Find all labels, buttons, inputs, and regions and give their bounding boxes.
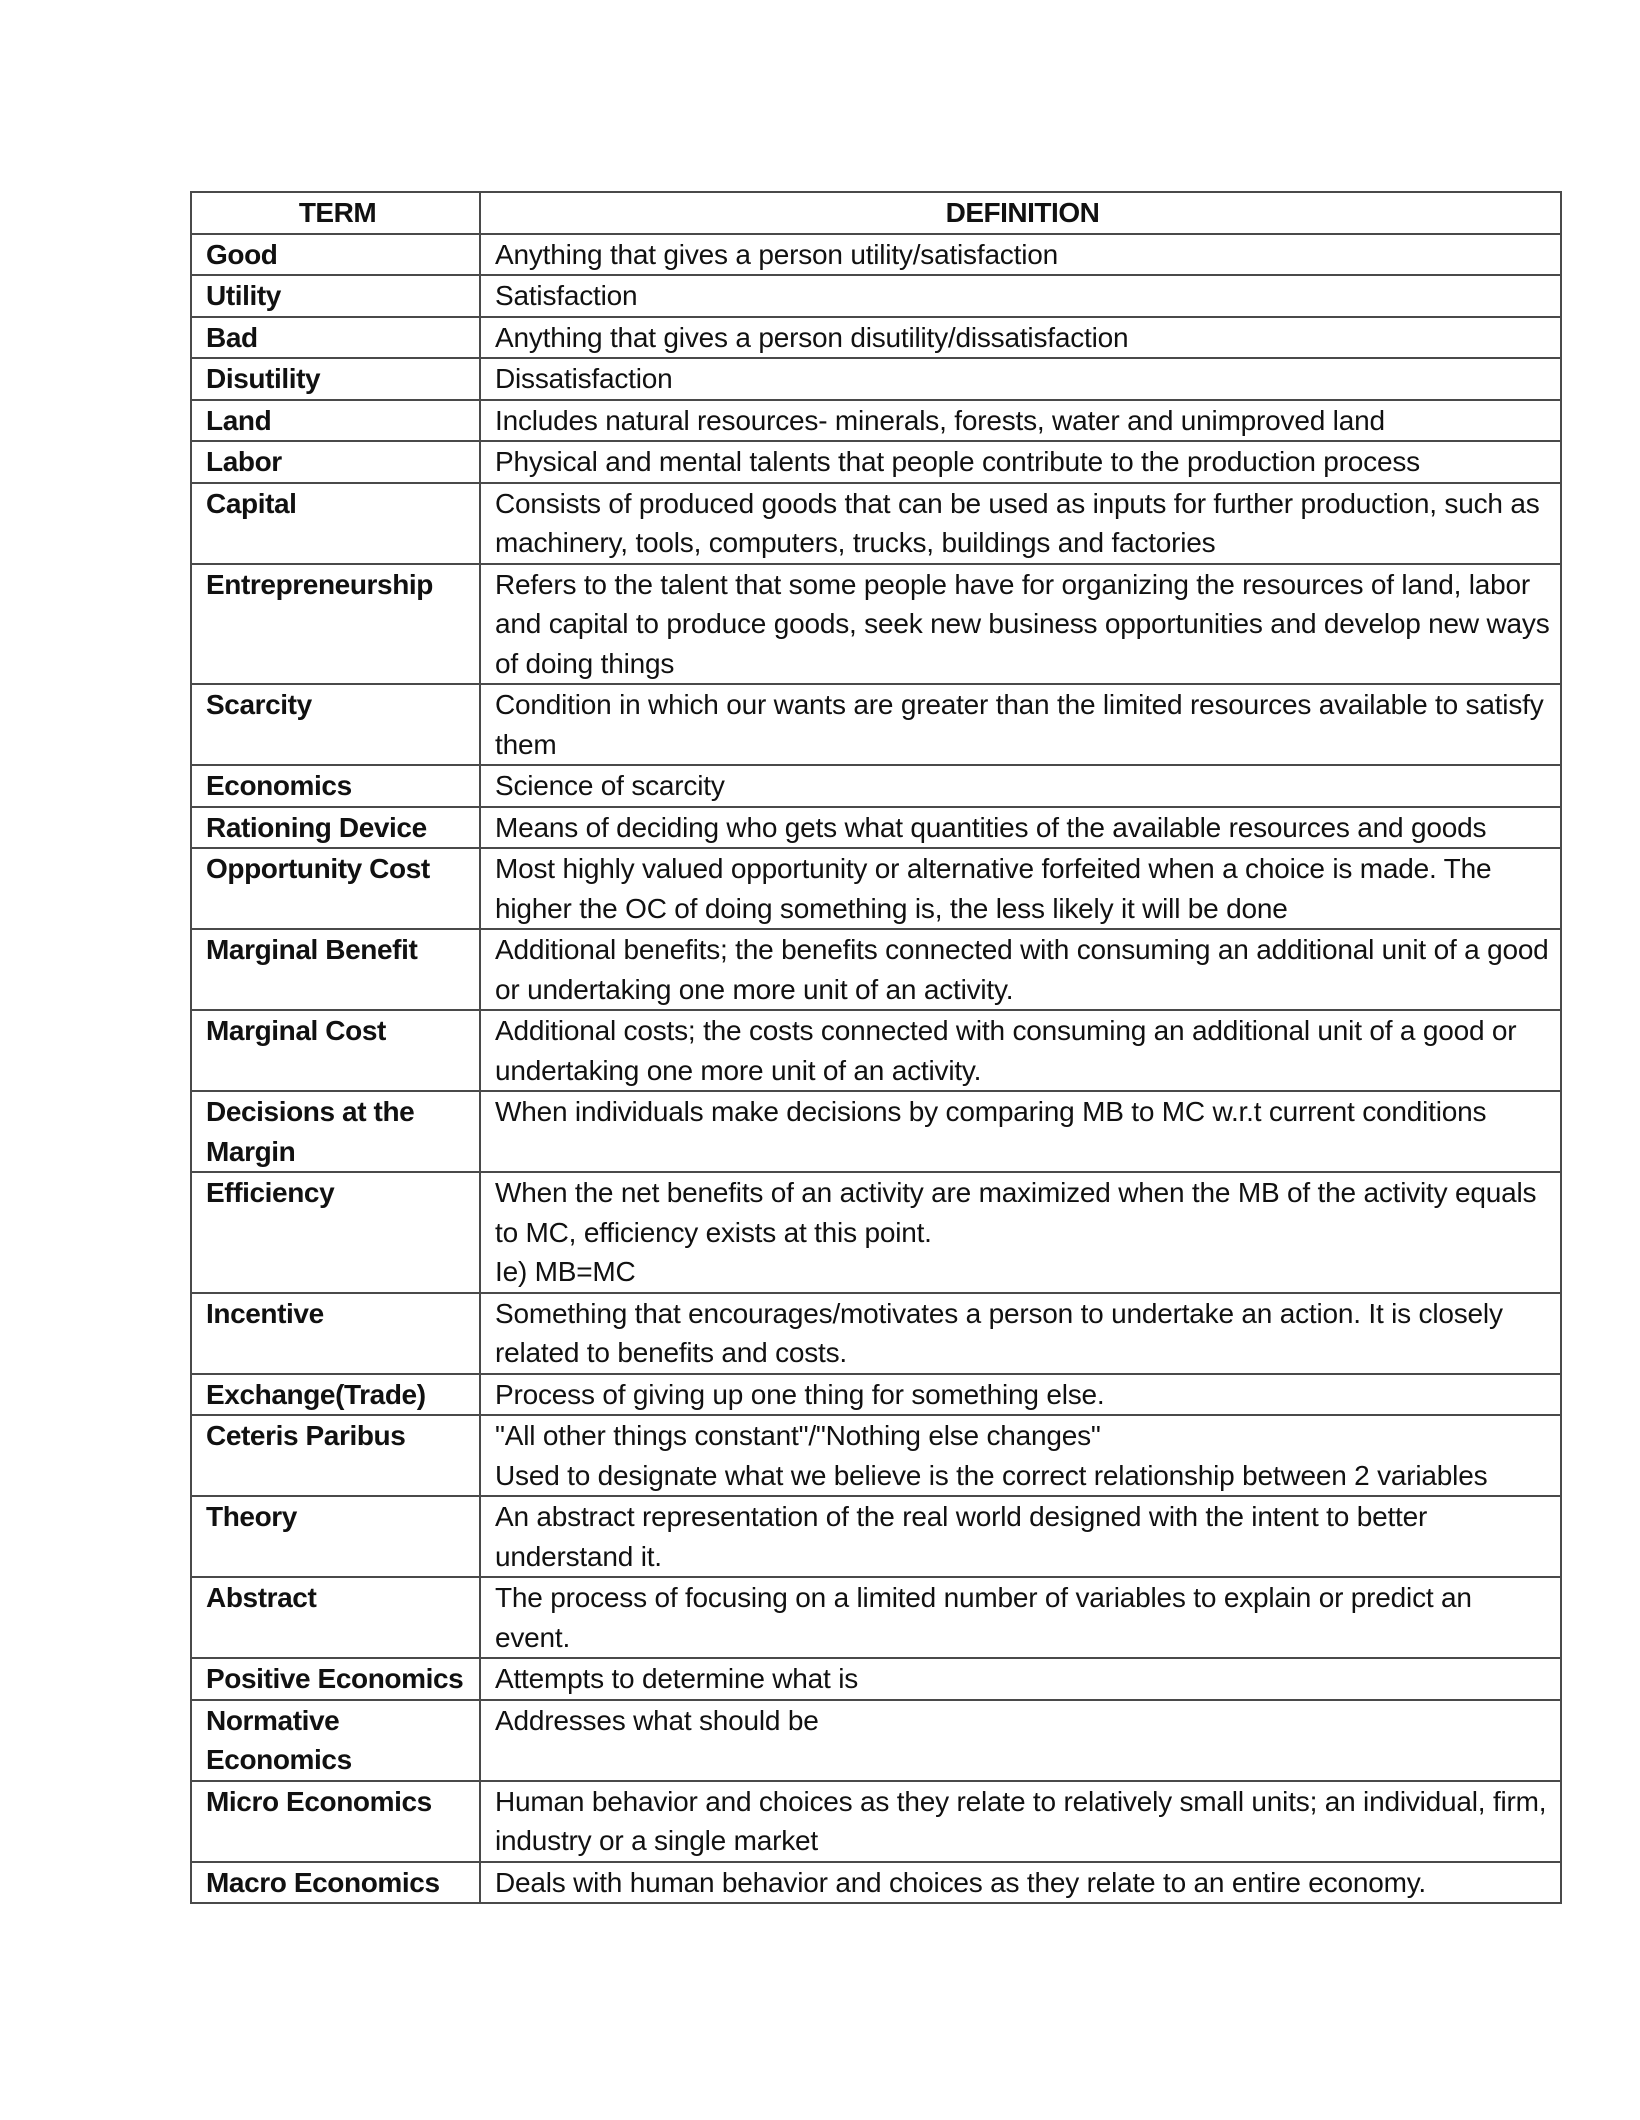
definition-text: Dissatisfaction — [495, 363, 673, 394]
definition-cell — [480, 234, 1561, 276]
definition-cell — [480, 1658, 1561, 1700]
table-row — [191, 848, 1561, 929]
definition-text: When individuals make decisions by comparing MB to MC w.r.t current conditions — [495, 1096, 1487, 1127]
term-cell: Bad — [191, 317, 480, 359]
definition-cell — [480, 441, 1561, 483]
definition-cell — [480, 1010, 1561, 1091]
table-row — [191, 929, 1561, 1010]
term-cell: Micro Economics — [191, 1781, 480, 1862]
definition-cell — [480, 848, 1561, 929]
definition-text: An abstract representation of the real world designed with the intent to better understand it. — [495, 1501, 1428, 1572]
table-row — [191, 1781, 1561, 1862]
term-cell: Scarcity — [191, 684, 480, 765]
table-row — [191, 1091, 1561, 1172]
table-row — [191, 358, 1561, 400]
definition-text: Process of giving up one thing for something else. — [495, 1378, 1105, 1410]
term-cell: Good — [191, 234, 480, 276]
term-cell: Macro Economics — [191, 1862, 480, 1904]
definition-cell — [480, 1496, 1561, 1577]
definition-cell — [480, 1700, 1561, 1781]
definition-cell — [480, 358, 1561, 400]
table-row — [191, 1577, 1561, 1658]
term-cell: Theory — [191, 1496, 480, 1577]
definition-text: Attempts to determine what is — [495, 1663, 859, 1694]
definition-text: Something that encourages/motivates a person to undertake an action. It is closely related to benefits and costs. — [495, 1297, 1503, 1368]
table-row — [191, 317, 1561, 359]
term-cell: Positive Economics — [191, 1658, 480, 1700]
definition-text: Consists of produced goods that can be used as inputs for further production, such as machinery, tools, computers, trucks, buildings and factories — [495, 487, 1540, 558]
term-cell: Disutility — [191, 358, 480, 400]
definition-text: Includes natural resources- minerals, forests, water and unimproved land — [495, 404, 1385, 436]
definition-cell — [480, 1862, 1561, 1904]
definition-cell — [480, 564, 1561, 685]
table-row — [191, 234, 1561, 276]
definition-text: Satisfaction — [495, 280, 638, 311]
definition-cell — [480, 929, 1561, 1010]
table-row — [191, 483, 1561, 564]
definition-cell — [480, 400, 1561, 442]
table-header-row — [191, 192, 1561, 234]
definition-text: Deals with human behavior and choices as they relate to an entire economy. — [495, 1866, 1426, 1898]
table-row — [191, 1172, 1561, 1293]
table-row — [191, 275, 1561, 317]
term-cell: Utility — [191, 275, 480, 317]
definition-cell — [480, 684, 1561, 765]
term-cell: Decisions at the Margin — [191, 1091, 480, 1172]
definition-text: Anything that gives a person disutility/dissatisfaction — [495, 321, 1129, 353]
table-row — [191, 807, 1561, 849]
definition-cell — [480, 275, 1561, 317]
definition-cell — [480, 317, 1561, 359]
table-row — [191, 1010, 1561, 1091]
term-cell: Capital — [191, 483, 480, 564]
definition-text: Refers to the talent that some people have for organizing the resources of land, labor and capital to produce goods, seek new business opportunities and develop new ways of doing things — [495, 568, 1550, 679]
glossary-table — [190, 191, 1562, 1904]
term-cell: Marginal Benefit — [191, 929, 480, 1010]
term-cell: Economics — [191, 765, 480, 807]
table-row — [191, 1496, 1561, 1577]
definition-cell — [480, 1091, 1561, 1172]
table-row — [191, 1658, 1561, 1700]
definition-text: Most highly valued opportunity or alternative forfeited when a choice is made. The higher the OC of doing something is, the less likely it will be done — [495, 853, 1492, 924]
term-cell: Opportunity Cost — [191, 848, 480, 929]
table-row — [191, 1374, 1561, 1416]
definition-text: The process of focusing on a limited number of variables to explain or predict an event. — [495, 1582, 1472, 1653]
term-column-header: TERM — [191, 192, 480, 234]
definition-text: When the net benefits of an activity are maximized when the MB of the activity equals to MC, efficiency exists at this point. Ie) MB=MC — [495, 1177, 1537, 1287]
definition-text: Additional benefits; the benefits connected with consuming an additional unit of a good or undertaking one more unit of an activity. — [495, 934, 1549, 1005]
term-cell: Entrepreneurship — [191, 564, 480, 685]
term-cell: Exchange(Trade) — [191, 1374, 480, 1416]
definition-text: Addresses what should be — [495, 1704, 819, 1736]
table-row — [191, 441, 1561, 483]
definition-text: Means of deciding who gets what quantities of the available resources and goods — [495, 811, 1487, 843]
definition-cell — [480, 1577, 1561, 1658]
definition-text: Human behavior and choices as they relate to relatively small units; an individual, firm, industry or a single market — [495, 1785, 1547, 1856]
definition-text: Anything that gives a person utility/satisfaction — [495, 238, 1058, 270]
table-row — [191, 564, 1561, 685]
definition-cell — [480, 765, 1561, 807]
term-cell: Labor — [191, 441, 480, 483]
definition-column-header: DEFINITION — [480, 192, 1561, 234]
definition-text: Condition in which our wants are greater than the limited resources available to satisfy them — [495, 689, 1544, 760]
table-row — [191, 400, 1561, 442]
term-cell: Rationing Device — [191, 807, 480, 849]
definition-text: Physical and mental talents that people contribute to the production process — [495, 446, 1420, 477]
term-cell: Normative Economics — [191, 1700, 480, 1781]
table-row — [191, 1862, 1561, 1904]
term-cell: Incentive — [191, 1293, 480, 1374]
definition-cell — [480, 1415, 1561, 1496]
term-cell: Land — [191, 400, 480, 442]
definition-cell — [480, 1293, 1561, 1374]
table-row — [191, 1700, 1561, 1781]
definition-cell — [480, 483, 1561, 564]
glossary-rows — [191, 234, 1561, 1904]
term-cell: Marginal Cost — [191, 1010, 480, 1091]
table-row — [191, 1415, 1561, 1496]
table-row — [191, 684, 1561, 765]
definition-text: Additional costs; the costs connected with consuming an additional unit of a good or undertaking one more unit of an activity. — [495, 1015, 1517, 1086]
term-cell: Efficiency — [191, 1172, 480, 1293]
definition-cell — [480, 1374, 1561, 1416]
definition-text: Science of scarcity — [495, 770, 725, 801]
definition-cell — [480, 1172, 1561, 1293]
term-cell: Ceteris Paribus — [191, 1415, 480, 1496]
table-row — [191, 765, 1561, 807]
table-row — [191, 1293, 1561, 1374]
definition-cell — [480, 807, 1561, 849]
definition-text: "All other things constant"/"Nothing else changes" Used to designate what we believe is the correct relationship between 2 variables — [495, 1420, 1488, 1491]
definition-cell — [480, 1781, 1561, 1862]
term-cell: Abstract — [191, 1577, 480, 1658]
